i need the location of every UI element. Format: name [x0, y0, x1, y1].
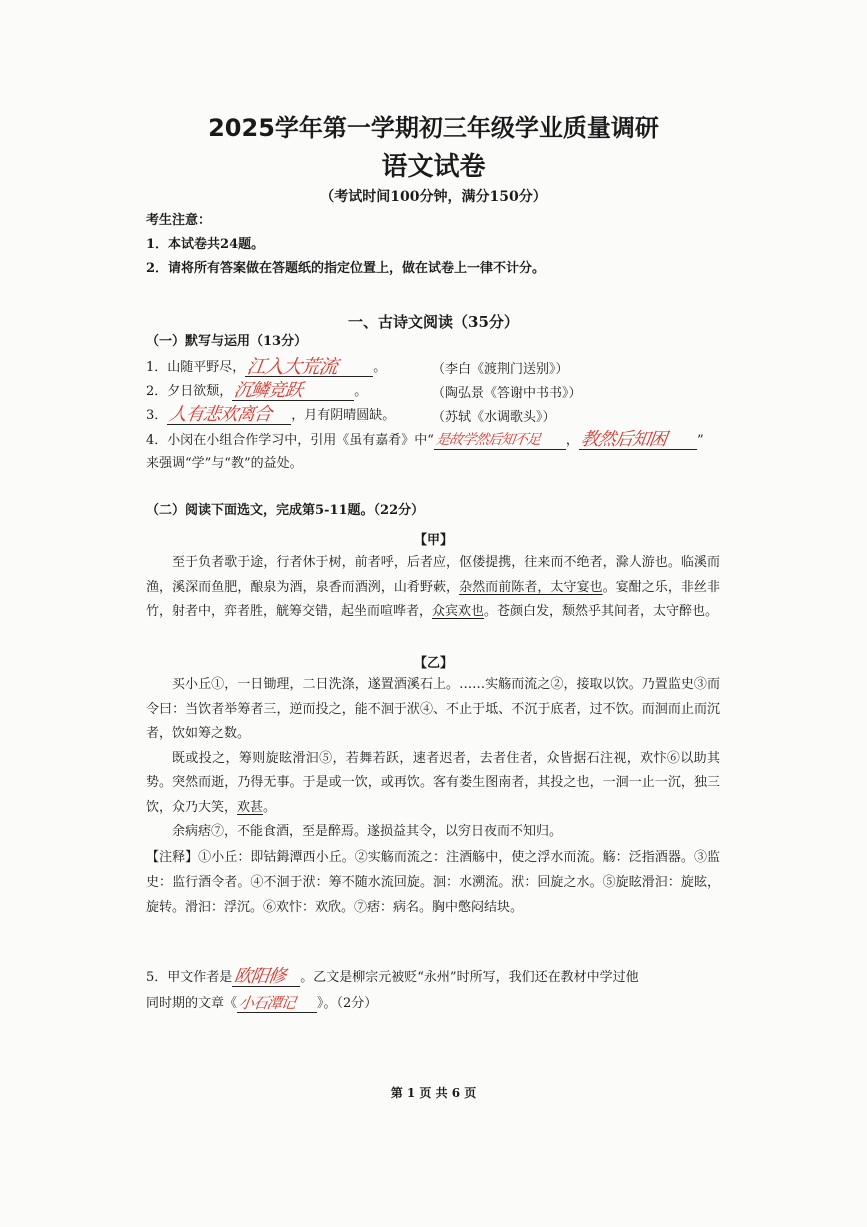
question-5: 5．甲文作者是 欧阳修 。乙文是柳宗元被贬“永州”时所写，我们还在教材中学过他 — [146, 966, 639, 987]
handwritten-answer-2: 沉鳞竞跃 — [232, 380, 304, 401]
question-1-source: （李白《渡荆门送别》） — [432, 362, 569, 377]
passage-yi-para-3: 余病痞⑦，不能食酒，至是醉焉。遂损益其令，以穷日夜而不知归。 — [172, 824, 563, 839]
part1-title: （一）默写与运用（13分） — [146, 334, 308, 349]
handwritten-answer-1: 江入大荒流 — [245, 356, 339, 378]
passage-jia: 至于负者歌于途，行者休于树，前者呼，后者应，伛偻提携，往来而不绝者，滁人游也。临溪而渔，溪深而鱼肥，酿泉为酒，泉香而酒洌，山肴野蔌，杂然而前陈者，太守宴也。宴酣之乐，非丝非竹，射者中，弈者胜，觥筹交错，起坐而喧哗者，众宾欢也。苍颜白发，颓然乎其间者，太守醉也。 — [146, 555, 720, 619]
answer-blank-2 — [232, 382, 354, 401]
underlined-sentence-1: 杂然而前陈者，太守宴也 — [459, 579, 603, 595]
answer-blank-3 — [167, 406, 291, 425]
passage-yi-para-1: 买小丘①，一日锄理，二日洗涤，遂置酒溪石上。……实觞而流之②，接取以饮。乃置监史③而令曰：当饮者举筹者三，逆而投之，能不洄于洑④、不止于坻、不沉于底者，过不饮。而洄而止而沉者，饮如筹之数。 — [146, 677, 720, 741]
passage-jia-label: 【甲】 — [413, 533, 453, 548]
part2-title: （二）阅读下面选文，完成第5-11题。（22分） — [146, 503, 425, 518]
underlined-sentence-2: 众宾欢也 — [432, 604, 485, 619]
passage-yi-para-2: 既或投之，筹则旋眩滑汩⑤，若舞若跃，速者迟者，去者住者，众皆据石注视，欢忭⑥以助其势。突然而逝，乃得无事。于是或一饮，或再饮。客有娄生图南者，其投之也，一洄一止一沉，独三饮，众乃大笑，欢甚。 — [146, 750, 720, 815]
question-2: 2．夕日欲颓， 沉鳞竞跃 。 — [146, 380, 368, 401]
answer-blank-4a — [434, 431, 566, 450]
handwritten-answer-3: 人有悲欢离合 — [167, 404, 273, 425]
exam-subject: 语文试卷 — [381, 152, 486, 182]
question-2-source: （陶弘景《答谢中书书》） — [432, 386, 582, 401]
notice-heading: 考生注意： — [146, 213, 212, 228]
handwritten-answer-5a: 欧阳修 — [232, 966, 287, 987]
answer-blank-1 — [245, 358, 373, 377]
handwritten-answer-4a: 是故学然后知不足 — [434, 432, 542, 448]
exam-title: 2025学年第一学期初三年级学业质量调研 — [208, 114, 659, 142]
question-3: 3． 人有悲欢离合 ，月有阴晴圆缺。 — [146, 404, 396, 425]
question-4-line-2: 来强调“学”与“教”的益处。 — [146, 456, 303, 471]
handwritten-answer-5b: 小石潭记 — [237, 994, 297, 1012]
question-4: 4．小闵在小组合作学习中，引用《虽有嘉肴》中“ 是故学然后知不足 ， 教然后知困 ” — [146, 429, 704, 450]
underlined-phrase: 欢甚 — [237, 799, 264, 815]
section-title: 一、古诗文阅读（35分） — [348, 313, 519, 331]
handwritten-answer-4b: 教然后知困 — [579, 429, 668, 450]
notice-item-1: 1．本试卷共24题。 — [146, 237, 265, 252]
question-1: 1．山随平野尽， 江入大荒流 。 — [146, 356, 387, 378]
notice-item-2: 2．请将所有答案做在答题纸的指定位置上，做在试卷上一律不计分。 — [146, 261, 546, 276]
answer-blank-5a — [232, 968, 300, 987]
question-5-line-2: 同时期的文章《 小石潭记 》。（2分） — [146, 994, 378, 1012]
exam-info: （考试时间100分钟，满分150分） — [320, 189, 547, 205]
answer-blank-4b — [579, 431, 697, 450]
page-footer: 第 1 页 共 6 页 — [390, 1086, 477, 1100]
passage-yi-label: 【乙】 — [413, 656, 453, 671]
question-3-source: （苏轼《水调歌头》） — [432, 410, 556, 425]
answer-blank-5b — [237, 994, 317, 1013]
annotations: 【注释】①小丘：即钴鉧潭西小丘。②实觞而流之：注酒觞中，使之浮水而流。觞：泛指酒器。③监史：监行酒令者。④不洄于洑：筹不随水流回旋。洄：水溯流。洑：回旋之水。⑤旋眩滑汩：旋眩，旋转。滑汩：浮沉。⑥欢忭：欢欣。⑦痞：病名。胸中憋闷结块。 — [146, 850, 720, 915]
passage-yi — [146, 673, 720, 845]
